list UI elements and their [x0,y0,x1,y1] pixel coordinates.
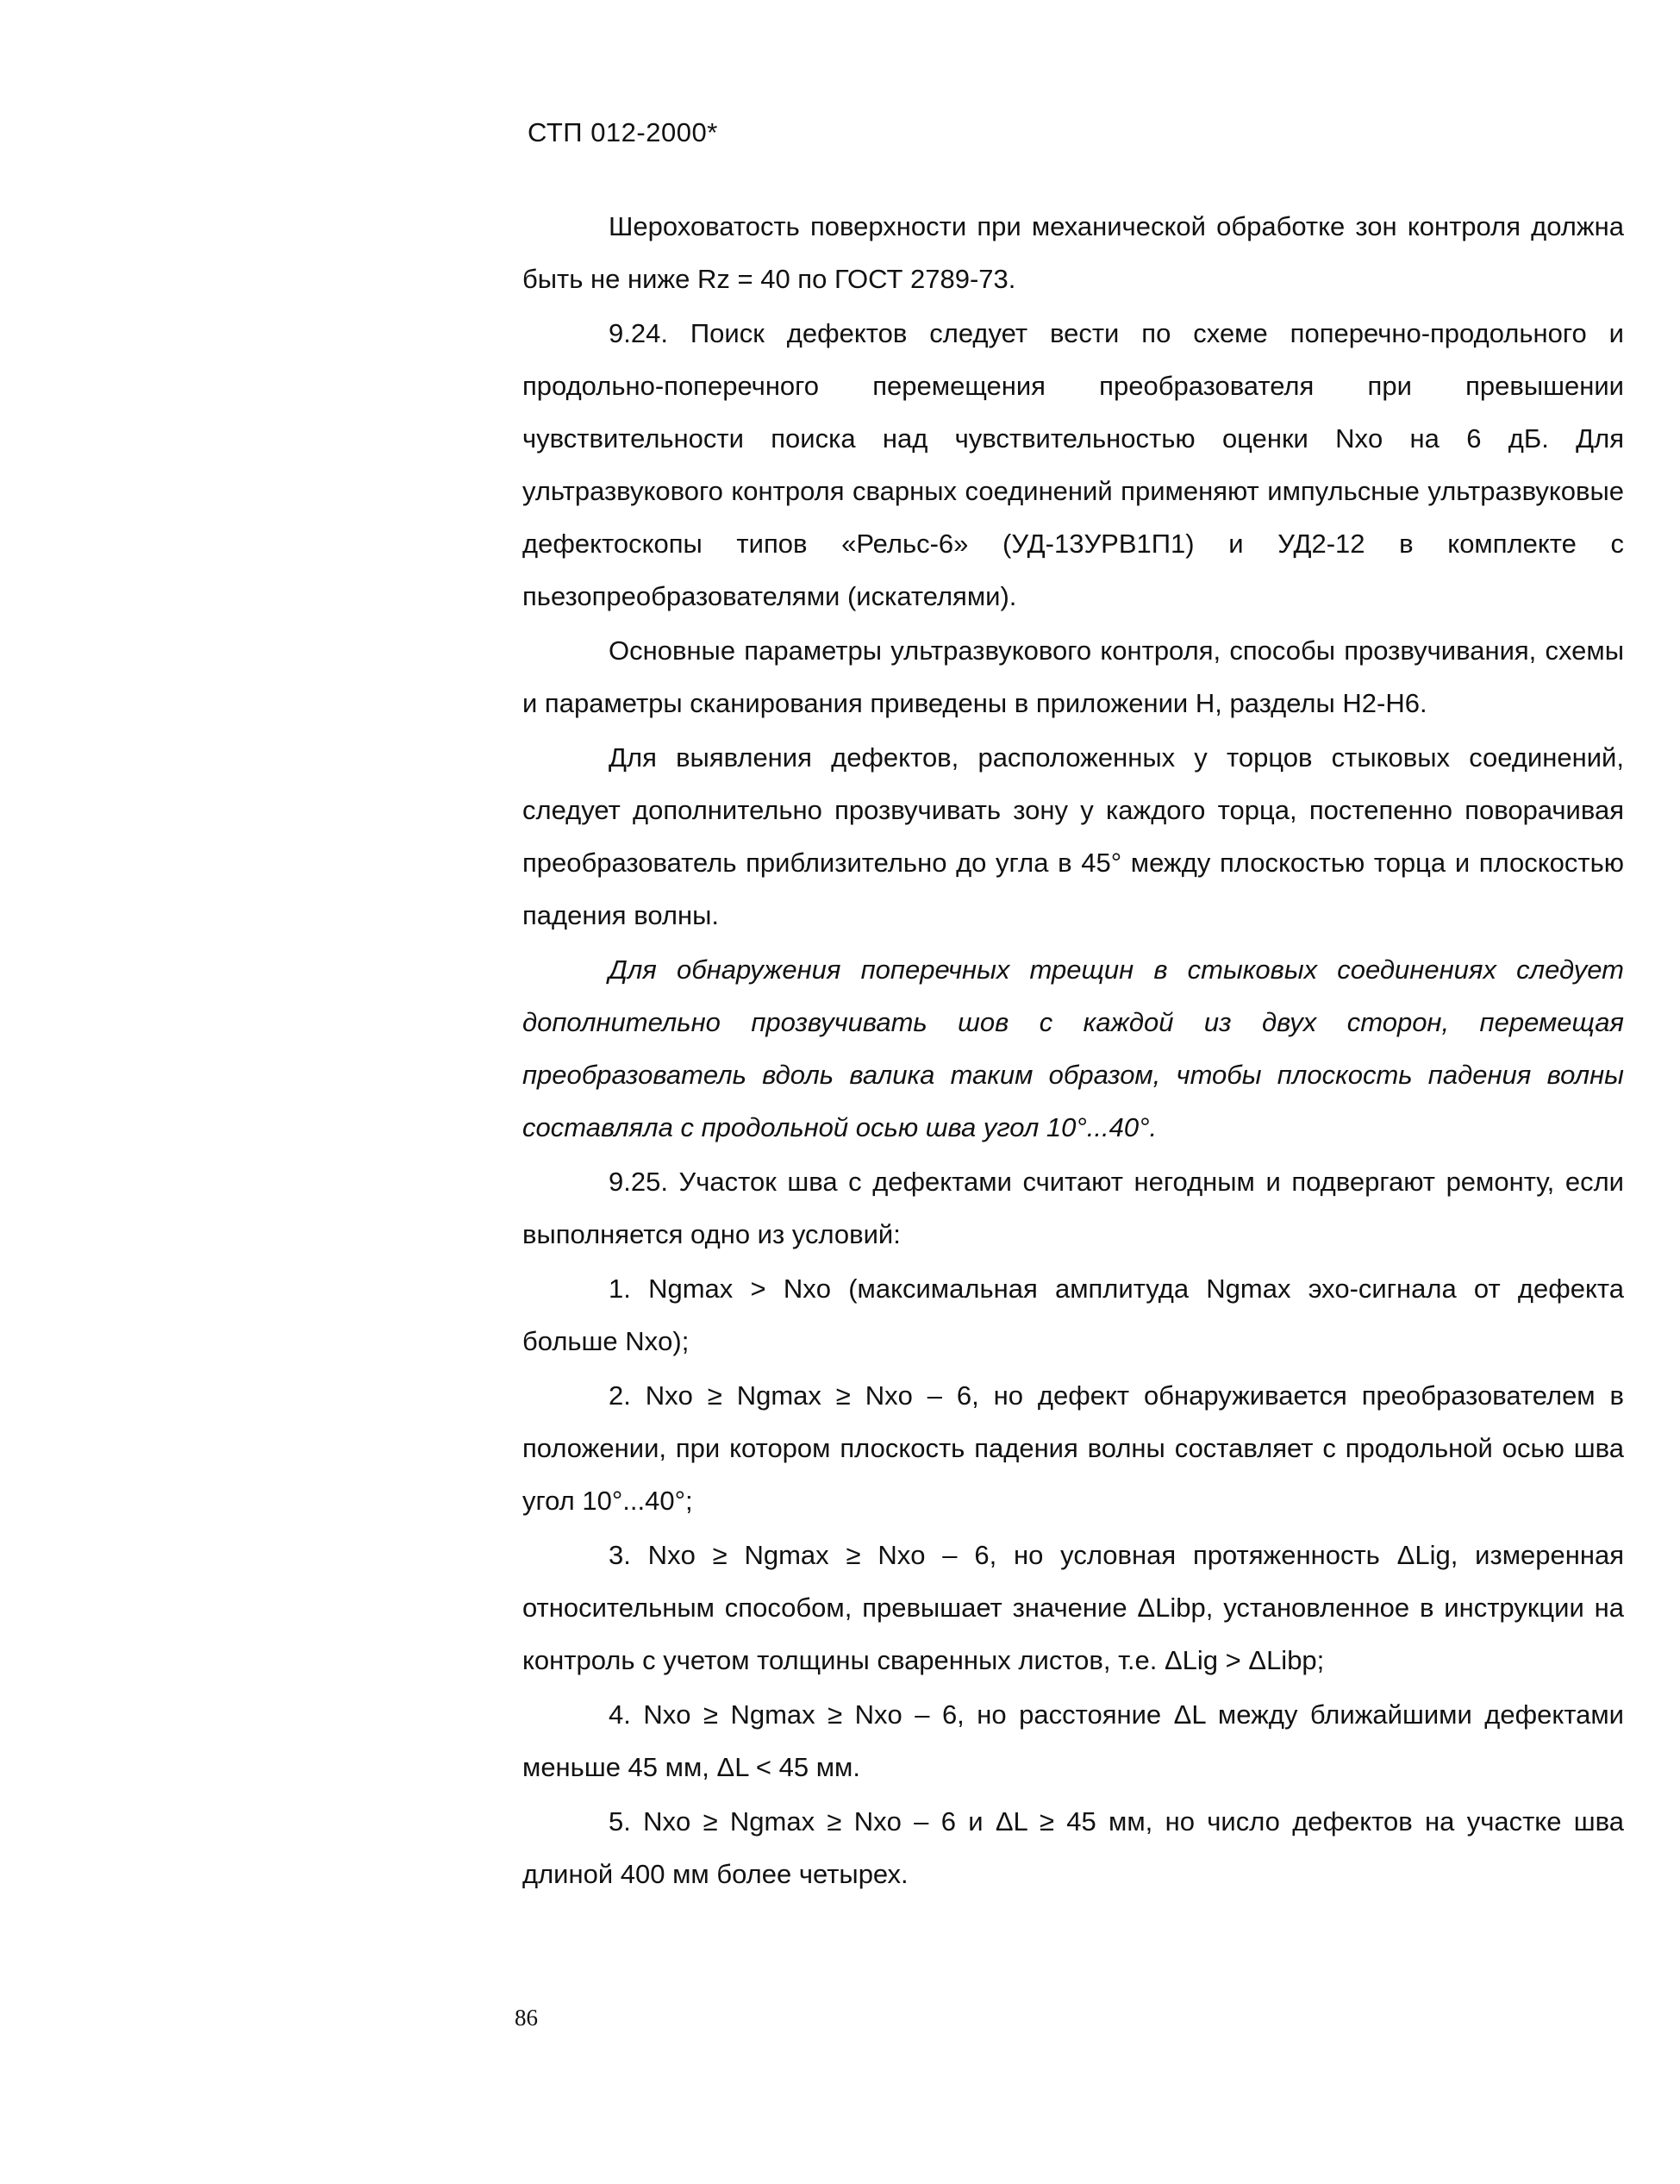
page-number: 86 [515,2005,538,2031]
condition-3: 3. Nxo ≥ Ngmax ≥ Nxo – 6, но условная протяженность ΔLig, измеренная относительным способом, превышает значение ΔLibp, установленное в инструкции на контроль с учетом толщины сваренных листов, т.е. ΔLig > ΔLibp; [522,1540,1624,1675]
paragraph-transverse-cracks: Для обнаружения поперечных трещин в стыковых соединениях следует дополнительно прозвучивать шов с каждой из двух сторон, перемещая преобразователь вдоль валика таким образом, чтобы плоскость падения волны составляла с продольной осью шва угол 10°...40°. [522,954,1624,1142]
paragraph-edge-defects: Для выявления дефектов, расположенных у торцов стыковых соединений, следует дополнительно прозвучивать зону у каждого торца, постепенно поворачивая преобразователь приблизительно до угла в 45° между плоскостью торца и плоскостью падения волны. [522,742,1624,930]
body-text [522,200,1624,1902]
document-code: СТП 012-2000* [528,117,718,147]
paragraph-parameters: Основные параметры ультразвукового контроля, способы прозвучивания, схемы и параметры сканирования приведены в приложении Н, разделы Н2-Н6. [522,635,1624,718]
paragraph-9-25: 9.25. Участок шва с дефектами считают негодным и подвергают ремонту, если выполняется одно из условий: [522,1167,1624,1249]
paragraph-9-24: 9.24. Поиск дефектов следует вести по схеме поперечно-продольного и продольно-поперечного перемещения преобразователя при превышении чувствительности поиска над чувствительностью оценки Nxo на 6 дБ. Для ультразвукового контроля сварных соединений применяют импульсные ультразвуковые дефектоскопы типов «Рельс-6» (УД-13УРВ1П1) и УД2-12 в комплекте с пьезопреобразователями (искателями). [522,318,1624,611]
paragraph-roughness: Шероховатость поверхности при механической обработке зон контроля должна быть не ниже Rz = 40 по ГОСТ 2789-73. [522,211,1624,294]
condition-2: 2. Nxo ≥ Ngmax ≥ Nxo – 6, но дефект обнаруживается преобразователем в положении, при котором плоскость падения волны составляет с продольной осью шва угол 10°...40°; [522,1380,1624,1516]
condition-1: 1. Ngmax > Nxo (максимальная амплитуда Ngmax эхо-сигнала от дефекта больше Nxo); [522,1273,1624,1356]
condition-4: 4. Nxo ≥ Ngmax ≥ Nxo – 6, но расстояние ΔL между ближайшими дефектами меньше 45 мм, ΔL < 45 мм. [522,1699,1624,1782]
condition-5: 5. Nxo ≥ Ngmax ≥ Nxo – 6 и ΔL ≥ 45 мм, но число дефектов на участке шва длиной 400 мм более четырех. [522,1806,1624,1889]
